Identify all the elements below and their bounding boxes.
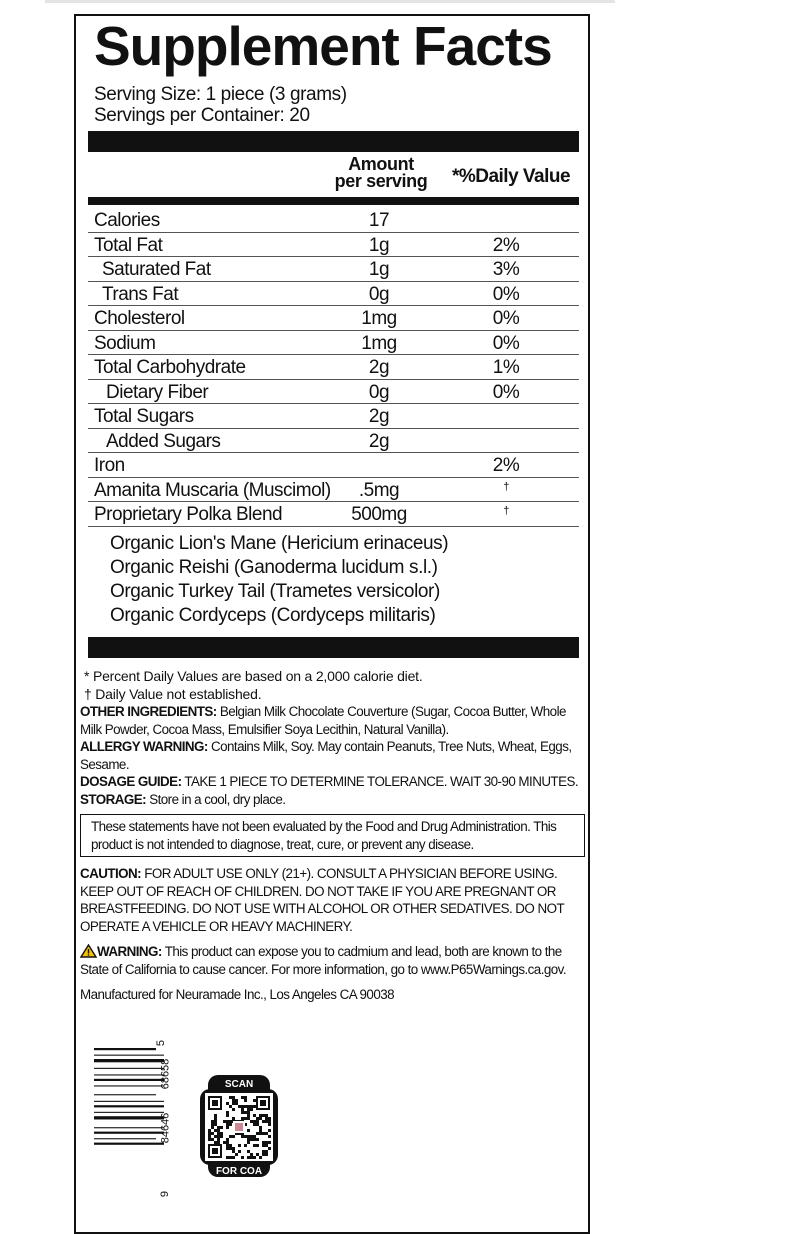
barcode-bar [94, 1112, 164, 1113]
qr-module [226, 1144, 229, 1147]
qr-module [232, 1096, 235, 1099]
qr-module [223, 1141, 226, 1144]
qr-module [217, 1135, 220, 1138]
qr-module [235, 1123, 243, 1131]
top-divider [45, 0, 615, 3]
qr-module [232, 1108, 235, 1111]
qr-module [229, 1123, 232, 1126]
barcode-bar [94, 1055, 164, 1056]
nutrient-amount: 2g [368, 430, 390, 452]
qr-module [256, 1153, 259, 1156]
qr-module [244, 1117, 247, 1120]
qr-module [229, 1096, 232, 1099]
qr-module [235, 1099, 238, 1102]
nutrient-name: Saturated Fat [102, 259, 211, 280]
qr-module [259, 1132, 262, 1135]
barcode-bar [94, 1079, 164, 1081]
qr-module [247, 1111, 250, 1114]
qr-module [250, 1105, 253, 1108]
allergy-warning [80, 738, 585, 773]
nutrient-row [88, 453, 579, 478]
qr-module [211, 1132, 214, 1135]
qr-module [247, 1150, 250, 1153]
qr-module [247, 1108, 250, 1111]
servings-per-container: Servings per Container: 20 [94, 105, 310, 126]
qr-module [211, 1138, 214, 1141]
qr-module [265, 1120, 268, 1123]
nutrient-name: Trans Fat [102, 283, 179, 305]
qr-module [265, 1117, 268, 1120]
label-fine-print [80, 668, 585, 1004]
barcode-bar [94, 1101, 164, 1102]
qr-module [244, 1135, 247, 1138]
barcode-digit: 5 [155, 1039, 168, 1047]
qr-module [229, 1144, 232, 1147]
qr-module [256, 1144, 259, 1147]
qr-module [238, 1144, 241, 1147]
qr-module [208, 1129, 211, 1132]
nutrient-row [88, 502, 579, 527]
qr-module [226, 1156, 229, 1159]
qr-module [235, 1153, 238, 1156]
qr-module [265, 1114, 268, 1117]
storage [80, 791, 585, 809]
qr-module [265, 1150, 268, 1153]
nutrient-amount: 1mg [361, 308, 397, 329]
qr-module [241, 1111, 244, 1114]
nutrient-name: Dietary Fiber [106, 381, 209, 403]
qr-module [250, 1108, 253, 1111]
qr-module [232, 1147, 235, 1150]
dosage-text: TAKE 1 PIECE TO DETERMINE TOLERANCE. WAIT 30-90 MINUTES. [181, 774, 578, 789]
qr-module [226, 1126, 229, 1129]
qr-module [232, 1102, 235, 1105]
qr-module [214, 1135, 217, 1138]
other-ingredients-label: OTHER INGREDIENTS: [80, 704, 217, 719]
qr-module [232, 1099, 235, 1102]
qr-module [247, 1141, 250, 1144]
nutrient-amount: 1mg [361, 332, 397, 354]
nutrient-daily-value: † [503, 505, 509, 517]
qr-module [211, 1123, 214, 1126]
nutrient-name: Total Fat [94, 234, 163, 256]
nutrient-row [88, 404, 579, 429]
barcode-bar [94, 1132, 164, 1134]
barcode-digit: 68658 [159, 1058, 172, 1090]
barcode-bar [94, 1105, 164, 1107]
amount-header-line2: per serving [334, 171, 428, 191]
storage-text: Store in a cool, dry place. [146, 791, 286, 807]
qr-module [250, 1153, 253, 1156]
qr-module [256, 1138, 259, 1141]
qr-module [217, 1129, 220, 1132]
nutrient-daily-value: 0% [492, 332, 520, 354]
dosage-label: DOSAGE GUIDE: [80, 774, 182, 789]
nutrient-row [88, 355, 579, 380]
nutrient-amount: 500mg [351, 504, 407, 525]
qr-module [247, 1156, 250, 1159]
blend-ingredient: Organic Cordyceps (Cordyceps militaris) [110, 605, 436, 626]
qr-module [253, 1099, 256, 1102]
nutrient-name: Cholesterol [94, 308, 185, 329]
nutrient-amount: 2g [368, 406, 390, 427]
barcode-bar [94, 1143, 164, 1145]
barcode-bars [94, 1048, 168, 1148]
qr-module [226, 1147, 229, 1150]
warning-text: This product can expose you to cadmium and lead, both are known to the State of California to cause cancer. For more information, go to www.P65Warnings.ca.gov. [80, 944, 566, 977]
qr-module [253, 1138, 256, 1141]
qr-module [217, 1141, 220, 1144]
qr-module [265, 1153, 268, 1156]
barcode-bar [94, 1068, 164, 1069]
nutrient-amount: 1g [368, 234, 390, 256]
serving-size: Serving Size: 1 piece (3 grams) [94, 84, 347, 105]
barcode-bar [94, 1074, 164, 1075]
qr-module [208, 1135, 211, 1138]
qr-module [223, 1120, 226, 1123]
manufacturer: Manufactured for Neuramade Inc., Los Angeles CA 90038 [80, 987, 395, 1002]
qr-module [262, 1132, 265, 1135]
qr-module [238, 1150, 241, 1153]
qr-module [253, 1123, 256, 1126]
other-ingredients [80, 703, 585, 738]
warning-label: WARNING: [97, 944, 162, 959]
serving-info [94, 84, 347, 126]
qr-module [253, 1105, 256, 1108]
qr-module [247, 1138, 250, 1141]
nutrient-row [88, 257, 579, 282]
qr-module [244, 1099, 247, 1102]
allergy-label: ALLERGY WARNING: [80, 739, 208, 754]
qr-module [238, 1105, 241, 1108]
qr-module [256, 1123, 259, 1126]
qr-module [214, 1123, 217, 1126]
blend-ingredient: Organic Turkey Tail (Trametes versicolor) [110, 581, 440, 602]
qr-module [214, 1141, 217, 1144]
nutrient-row [88, 429, 579, 454]
qr-module [262, 1153, 265, 1156]
nutrient-amount: 2g [368, 357, 390, 378]
qr-module [268, 1135, 271, 1138]
blend-ingredients [110, 532, 448, 628]
qr-module [262, 1141, 265, 1144]
qr-module [232, 1135, 235, 1138]
qr-module [229, 1105, 232, 1108]
qr-module [211, 1126, 214, 1129]
dagger-footnote: † Daily Value not established. [84, 685, 262, 702]
amount-header [320, 156, 442, 190]
qr-module [211, 1120, 214, 1123]
qr-module [226, 1120, 229, 1123]
qr-module [268, 1147, 271, 1150]
qr-module [262, 1114, 265, 1117]
thick-divider [88, 131, 579, 152]
nutrient-name: Sodium [94, 332, 156, 354]
qr-module [247, 1117, 250, 1120]
qr-module [229, 1147, 232, 1150]
qr-code-coa[interactable] [200, 1075, 278, 1177]
nutrient-amount: .5mg [358, 479, 400, 501]
nutrient-daily-value: 0% [492, 381, 520, 403]
nutrient-daily-value: † [503, 480, 509, 493]
qr-module [244, 1111, 247, 1114]
qr-module [241, 1108, 244, 1111]
header-divider [88, 197, 579, 205]
qr-module [220, 1132, 223, 1135]
nutrient-row [88, 282, 579, 307]
blend-ingredient: Organic Reishi (Ganoderma lucidum s.l.) [110, 557, 438, 578]
qr-module [265, 1132, 268, 1135]
qr-module [214, 1129, 217, 1132]
nutrient-row [88, 208, 579, 233]
qr-module [253, 1144, 256, 1147]
barcode-digit: 9 [159, 1190, 172, 1198]
qr-module [229, 1156, 232, 1159]
qr-module [247, 1135, 250, 1138]
panel-title: Supplement Facts [94, 15, 552, 77]
qr-module [217, 1138, 220, 1141]
qr-module [268, 1141, 271, 1144]
qr-module [212, 1100, 218, 1106]
barcode-digit: 84646 [159, 1112, 172, 1144]
daily-value-header: *%Daily Value [451, 166, 571, 187]
qr-module [220, 1126, 223, 1129]
qr-module [226, 1114, 229, 1117]
nutrient-daily-value: 1% [492, 357, 520, 378]
qr-module [268, 1117, 271, 1120]
qr-module [217, 1132, 220, 1135]
nutrient-daily-value: 0% [492, 283, 520, 305]
nutrient-table [88, 208, 579, 527]
caution [80, 865, 585, 935]
qr-module [212, 1148, 218, 1154]
qr-module [244, 1144, 247, 1147]
barcode-bar [94, 1059, 164, 1062]
qr-module [259, 1117, 262, 1120]
dosage-guide [80, 773, 585, 791]
nutrient-name: Calories [94, 210, 160, 231]
qr-module [241, 1105, 244, 1108]
qr-module [241, 1135, 244, 1138]
qr-module [214, 1120, 217, 1123]
nutrient-name: Iron [94, 455, 125, 476]
prop65-warning [80, 943, 585, 978]
qr-module [268, 1123, 271, 1126]
nutrient-row [88, 478, 579, 503]
nutrient-daily-value: 2% [492, 234, 520, 256]
nutrient-row [88, 331, 579, 356]
qr-module [241, 1156, 244, 1159]
qr-module [250, 1135, 253, 1138]
caution-text: FOR ADULT USE ONLY (21+). CONSULT A PHYSICIAN BEFORE USING. KEEP OUT OF REACH OF CHILDREN. DO NOT TAKE IF YOU ARE PREGNANT OR BREASTFEEDING. DO NOT USE WITH ALCOHOL OR OTHER SEDATIVES. DO NOT OPERATE A VEHICLE OR HEAVY MACHINERY. [80, 866, 564, 934]
qr-module [262, 1150, 265, 1153]
nutrient-amount: 1g [368, 259, 390, 280]
nutrient-name: Added Sugars [106, 430, 221, 452]
qr-module [226, 1102, 229, 1105]
other-ingredients-text: Belgian Milk Chocolate Couverture (Sugar, Cocoa Butter, Whole Milk Powder, Cocoa Mass, Emulsifier Soya Lecithin, Natural Vanilla). [80, 704, 566, 737]
qr-module [260, 1100, 266, 1106]
qr-module [214, 1117, 217, 1120]
qr-module [244, 1105, 247, 1108]
qr-module [247, 1105, 250, 1108]
barcode-bar [94, 1138, 156, 1139]
qr-module [265, 1141, 268, 1144]
qr-module [256, 1117, 259, 1120]
nutrient-name: Total Carbohydrate [94, 357, 246, 378]
barcode-bar [94, 1127, 164, 1128]
qr-module [262, 1144, 265, 1147]
qr-top-label: SCAN [224, 1079, 254, 1090]
qr-module [259, 1156, 262, 1159]
qr-module [229, 1120, 232, 1123]
nutrient-amount: 0g [368, 381, 390, 403]
qr-module [232, 1117, 235, 1120]
qr-module [250, 1138, 253, 1141]
qr-module [265, 1144, 268, 1147]
barcode-bar [94, 1116, 164, 1119]
qr-module [259, 1129, 262, 1132]
storage-label: STORAGE: [80, 791, 147, 807]
qr-module [235, 1102, 238, 1105]
qr-module [244, 1096, 247, 1099]
nutrient-daily-value: 2% [492, 455, 520, 476]
qr-module [241, 1117, 244, 1120]
qr-module [268, 1120, 271, 1123]
fda-disclaimer: These statements have not been evaluated by the Food and Drug Administration. This product is not intended to diagnose, treat, cure, or prevent any disease. [80, 814, 585, 857]
qr-module [226, 1141, 229, 1144]
qr-module [208, 1138, 211, 1141]
qr-module [259, 1126, 262, 1129]
qr-module [226, 1111, 229, 1114]
qr-module [214, 1114, 217, 1117]
nutrient-row [88, 380, 579, 405]
qr-module [256, 1120, 259, 1123]
barcode-bar [94, 1085, 164, 1086]
barcode-bar [94, 1048, 156, 1050]
warning-triangle-icon [80, 944, 97, 959]
qr-module [226, 1138, 229, 1141]
qr-module [232, 1156, 235, 1159]
qr-module [226, 1123, 229, 1126]
nutrient-amount: 0g [368, 283, 390, 305]
qr-module [253, 1114, 256, 1117]
nutrient-row [88, 306, 579, 331]
percent-dv-footnote: * Percent Daily Values are based on a 2,000 calorie diet. [84, 668, 423, 684]
barcode-bar [94, 1094, 156, 1095]
nutrient-name: Proprietary Polka Blend [94, 504, 283, 525]
qr-module [208, 1132, 211, 1135]
barcode [94, 1048, 168, 1148]
qr-module [229, 1135, 232, 1138]
nutrient-name: Amanita Muscaria (Muscimol) [94, 479, 331, 501]
qr-module [250, 1156, 253, 1159]
nutrient-name: Total Sugars [94, 406, 194, 427]
qr-module [247, 1129, 250, 1132]
nutrient-daily-value: 0% [492, 308, 520, 329]
qr-module [253, 1156, 256, 1159]
qr-module [250, 1120, 253, 1123]
blend-ingredient: Organic Lion's Mane (Hericium erinaceus) [110, 533, 449, 554]
allergy-text: Contains Milk, Soy. May contain Peanuts, Tree Nuts, Wheat, Eggs, Sesame. [80, 739, 572, 772]
qr-module [268, 1129, 271, 1132]
qr-module [220, 1135, 223, 1138]
qr-module [217, 1126, 220, 1129]
qr-module [253, 1135, 256, 1138]
nutrient-row [88, 233, 579, 258]
caution-label: CAUTION: [80, 866, 142, 881]
qr-module [247, 1114, 250, 1117]
amount-header-line1: Amount [348, 154, 414, 174]
bottom-thick-divider [88, 637, 579, 658]
qr-module [253, 1120, 256, 1123]
qr-module [232, 1150, 235, 1153]
qr-module [259, 1114, 262, 1117]
nutrient-amount: 17 [368, 210, 390, 231]
qr-module [256, 1132, 259, 1135]
qr-module [241, 1096, 244, 1099]
qr-bottom-label: FOR COA [215, 1166, 263, 1177]
qr-module [262, 1120, 265, 1123]
nutrient-daily-value: 3% [492, 259, 520, 280]
